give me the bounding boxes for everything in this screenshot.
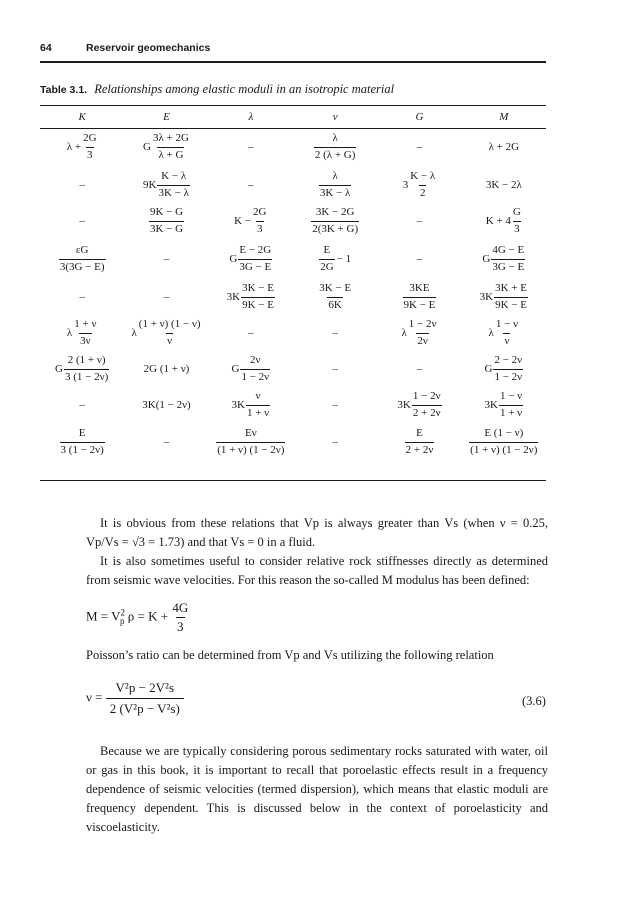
table-cell (293, 244, 377, 273)
fraction-numerator: λ (332, 170, 338, 183)
cell-prefix: G (484, 363, 493, 375)
cell-text: – (416, 363, 423, 375)
table-cell (462, 206, 546, 235)
cell-prefix: 3 (402, 179, 409, 191)
fraction-denominator: 9K − E (242, 298, 274, 311)
fraction-denominator: 9K − E (495, 298, 527, 311)
column-header: ν (332, 111, 338, 123)
cell-text: – (79, 179, 85, 191)
cell-fraction (499, 390, 523, 419)
cell-text: – (332, 436, 338, 448)
fraction-denominator: 9K − E (403, 298, 436, 311)
cell-fraction (405, 427, 435, 456)
cell-fraction (493, 354, 523, 383)
fraction-denominator: 3G − E (239, 260, 272, 273)
table-caption-text: Relationships among elastic moduli in an isotropic material (94, 82, 395, 96)
cell-text: – (248, 327, 254, 339)
cell-suffix: − 1 (336, 253, 352, 265)
paragraph-4-block (86, 742, 548, 837)
m-eq-sup: 2 (120, 607, 126, 618)
cell-fraction (157, 170, 189, 199)
fraction-numerator: ν (255, 390, 261, 403)
table-cell (124, 132, 208, 161)
fraction-denominator: (1 + ν) (1 − 2ν) (217, 443, 285, 456)
poisson-equation (86, 680, 184, 718)
m-eq-den: 3 (177, 619, 184, 635)
cell-fraction (409, 170, 436, 199)
table-cell (124, 363, 208, 375)
fraction-numerator: E − 2G (239, 244, 272, 257)
m-eq-mid: ρ = K + (127, 608, 169, 624)
paragraph-4-text: Because we are typically considering porous sedimentary rocks saturated with water, oil or gas in this book, it is important to recall that poroelastic effects result in a frequency dependence of seismic velocities (termed dispersion), which means that elastic moduli are frequency dependent. This is discussed below in the context of poroelasticity and viscoelasticity. (86, 744, 548, 834)
cell-fraction (216, 427, 285, 456)
running-title: Reservoir geomechanics (86, 42, 211, 54)
column-header: λ (248, 111, 254, 123)
cell-fraction (59, 244, 106, 273)
cell-fraction (82, 132, 97, 161)
fraction-numerator: 1 − 2ν (408, 318, 437, 331)
fraction-numerator: Eν (244, 427, 257, 440)
table-cell (209, 327, 293, 339)
fraction-numerator: 9K − G (149, 206, 184, 219)
cell-text: – (416, 215, 423, 227)
cell-fraction (314, 132, 357, 161)
cell-fraction (240, 354, 270, 383)
fraction-denominator: 3 (257, 222, 263, 235)
fraction-numerator: E (323, 244, 331, 257)
table-cell (462, 179, 546, 191)
cell-prefix: G (143, 141, 151, 153)
fraction-numerator: K − λ (161, 170, 187, 183)
table-cell (124, 170, 208, 199)
cell-fraction (64, 354, 109, 383)
cell-prefix: λ (131, 327, 137, 339)
paragraph-4 (86, 742, 548, 837)
table-cell (124, 318, 208, 347)
table-header-row (40, 107, 546, 127)
table-body (40, 127, 546, 461)
cell-fraction (318, 282, 352, 311)
fraction-denominator: 3G − E (492, 260, 525, 273)
table-cell (40, 354, 124, 383)
fraction-denominator: 1 − 2ν (494, 370, 523, 383)
table-cell (209, 427, 293, 456)
fraction-denominator: 1 + ν (499, 406, 523, 419)
cell-prefix: 9K (143, 179, 157, 191)
table-cell (124, 253, 208, 265)
cell-text: – (416, 141, 423, 153)
table-cell (293, 327, 377, 339)
cell-prefix: K − (234, 215, 252, 227)
cell-prefix: G (55, 363, 63, 375)
fraction-denominator: 2 (419, 186, 426, 199)
cell-prefix: G (229, 253, 238, 265)
table-cell (293, 363, 377, 375)
fraction-numerator: 1 + ν (74, 318, 97, 331)
table-cell (377, 282, 461, 311)
table-cell (462, 354, 546, 383)
table-cell (124, 291, 208, 303)
cell-fraction (138, 318, 202, 347)
fraction-denominator: 3 (514, 222, 520, 235)
header-rule (40, 61, 546, 63)
table-cell (124, 206, 208, 235)
cell-text: – (416, 253, 423, 265)
fraction-numerator: 4G − E (492, 244, 525, 257)
cell-prefix: 3K (479, 291, 494, 303)
table-cell (462, 141, 546, 153)
cell-prefix: 3K (484, 399, 498, 411)
table-cell (293, 206, 377, 235)
fraction-numerator: 2 (1 + ν) (67, 354, 106, 367)
nu-eq-den: 2 (V²p − V²s) (106, 698, 184, 717)
table-cell (40, 291, 124, 303)
table-caption (40, 82, 394, 97)
table-row (40, 203, 546, 239)
fraction-denominator: (1 + ν) (1 − 2ν) (470, 443, 538, 456)
fraction-denominator: 3 (1 − 2ν) (65, 370, 109, 383)
table-cell (377, 141, 461, 153)
fraction-denominator: 2 + 2ν (405, 443, 434, 456)
fraction-denominator: 3(3G − E) (59, 260, 105, 273)
page-number: 64 (40, 42, 52, 54)
cell-text: – (248, 179, 254, 191)
m-eq-fraction (171, 600, 189, 636)
cell-fraction (412, 390, 442, 419)
paragraph-3 (86, 648, 548, 663)
table-cell (209, 206, 293, 235)
nu-eq-fraction (106, 680, 184, 718)
table-cell (40, 179, 124, 191)
fraction-numerator: 1 − ν (495, 318, 519, 331)
cell-text: 3K(1 − 2ν) (142, 399, 191, 411)
fraction-numerator: 2 − 2ν (494, 354, 523, 367)
cell-fraction (60, 427, 105, 456)
cell-fraction (495, 318, 519, 347)
table-cell (209, 354, 293, 383)
table-cell (293, 436, 377, 448)
fraction-numerator: 2G (253, 206, 267, 219)
table-cell (462, 427, 546, 456)
cell-fraction (311, 206, 359, 235)
table-cell (462, 244, 546, 273)
cell-text: – (163, 291, 170, 303)
fraction-numerator: 3K + E (495, 282, 527, 295)
cell-prefix: λ (488, 327, 494, 339)
table-row (40, 239, 546, 279)
nu-eq-lhs: ν = (86, 689, 103, 705)
m-eq-lhs: M = V (86, 608, 121, 624)
table-cell (40, 427, 124, 456)
table-cell (377, 427, 461, 456)
table-cell (293, 132, 377, 161)
equation-number: (3.6) (522, 694, 546, 708)
table-cell (40, 399, 124, 411)
cell-fraction (512, 206, 522, 235)
paragraph-1-text: It is obvious from these relations that Vp is always greater than Vs (when ν = 0.25, Vp/Vs = √3 = 1.73) and that Vs = 0 in a fluid. (86, 516, 548, 549)
cell-fraction (238, 244, 272, 273)
fraction-denominator: 2 + 2ν (412, 406, 441, 419)
cell-fraction (403, 282, 437, 311)
table-cell (209, 244, 293, 273)
table-cell (462, 390, 546, 419)
table-cell (377, 390, 461, 419)
fraction-denominator: 3 (87, 148, 93, 161)
fraction-denominator: 3K − λ (319, 186, 351, 199)
fraction-denominator: 3K − λ (158, 186, 189, 199)
fraction-denominator: 2(3K + G) (312, 222, 359, 235)
cell-prefix: 3K (231, 399, 245, 411)
table-row (40, 423, 546, 461)
table-bottom-rule (40, 480, 546, 481)
cell-fraction (73, 318, 97, 347)
fraction-numerator: 3K − 2G (315, 206, 355, 219)
table-cell (377, 363, 461, 375)
cell-fraction (469, 427, 538, 456)
cell-fraction (491, 244, 525, 273)
paragraph-3-text: Poisson’s ratio can be determined from Vp and Vs utilizing the following relation (86, 648, 494, 662)
table-cell (462, 318, 546, 347)
table-cell (40, 244, 124, 273)
table-cell (124, 399, 208, 411)
fraction-numerator: (1 + ν) (1 − ν) (138, 318, 201, 331)
fraction-numerator: 3λ + 2G (152, 132, 189, 145)
table-cell (377, 318, 461, 347)
cell-prefix: K + 4 (485, 215, 511, 227)
paragraph-2 (86, 552, 548, 590)
table-row (40, 351, 546, 387)
cell-fraction (149, 206, 184, 235)
fraction-denominator: 1 + ν (246, 406, 270, 419)
table-row (40, 387, 546, 423)
cell-text: 3K − 2λ (485, 179, 522, 191)
cell-text: – (79, 291, 85, 303)
cell-prefix: λ (401, 327, 407, 339)
table-cell (293, 282, 377, 311)
table-row (40, 127, 546, 167)
cell-text: – (332, 399, 338, 411)
cell-text: – (163, 253, 170, 265)
cell-fraction (408, 318, 438, 347)
cell-prefix: λ + (66, 141, 82, 153)
cell-prefix: G (482, 253, 491, 265)
column-header: G (415, 111, 424, 123)
cell-prefix: 3K (397, 399, 411, 411)
table-cell (377, 215, 461, 227)
cell-fraction (319, 244, 334, 273)
cell-prefix: 3K (226, 291, 241, 303)
fraction-numerator: εG (75, 244, 89, 257)
cell-text: λ + 2G (488, 141, 520, 153)
fraction-denominator: 6K (328, 298, 342, 311)
fraction-numerator: E (1 − ν) (484, 427, 524, 440)
fraction-numerator: E (416, 427, 423, 440)
cell-text: – (332, 363, 338, 375)
table-cell (462, 282, 546, 311)
fraction-numerator: 2ν (250, 354, 261, 367)
cell-text: 2G (1 + ν) (143, 363, 190, 375)
fraction-denominator: 2ν (417, 334, 428, 347)
fraction-denominator: 3ν (80, 334, 91, 347)
cell-text: – (163, 436, 170, 448)
column-header: E (163, 111, 170, 123)
table-cell (293, 170, 377, 199)
m-eq-sub: p (120, 616, 125, 627)
cell-prefix: λ (66, 327, 73, 339)
fraction-denominator: 3 (1 − 2ν) (60, 443, 104, 456)
table-cell (377, 253, 461, 265)
cell-text: – (248, 141, 254, 153)
body-text (86, 514, 548, 590)
fraction-numerator: E (78, 427, 86, 440)
table-row (40, 167, 546, 203)
m-eq-num: 4G (172, 600, 189, 615)
fraction-numerator: 3K − E (242, 282, 274, 295)
fraction-denominator: ν (504, 334, 510, 347)
table-top-rule (40, 105, 546, 106)
table-cell (209, 282, 293, 311)
cell-fraction (252, 206, 267, 235)
fraction-denominator: 2G (320, 260, 334, 273)
column-header: M (499, 111, 509, 123)
paragraph-2-text: It is also sometimes useful to consider relative rock stiffnesses directly as determined from seismic wave velocities. For this reason the so-called M modulus has been defined: (86, 554, 548, 587)
fraction-numerator: 1 − ν (499, 390, 523, 403)
cell-fraction (319, 170, 351, 199)
cell-prefix: G (231, 363, 240, 375)
table-cell (209, 141, 293, 153)
fraction-numerator: K − λ (410, 170, 436, 183)
cell-text: – (332, 327, 338, 339)
table-row (40, 315, 546, 351)
cell-fraction (152, 132, 190, 161)
cell-fraction (241, 282, 275, 311)
elastic-moduli-table (40, 107, 546, 461)
m-modulus-equation (86, 600, 189, 636)
fraction-numerator: λ (332, 132, 338, 145)
fraction-numerator: 1 − 2ν (412, 390, 441, 403)
cell-fraction (246, 390, 270, 419)
table-cell (40, 318, 124, 347)
page-header (40, 42, 546, 64)
cell-text: – (79, 399, 85, 411)
fraction-denominator: 1 − 2ν (241, 370, 270, 383)
table-row (40, 279, 546, 315)
fraction-denominator: 2 (λ + G) (314, 148, 356, 161)
table-cell (40, 132, 124, 161)
table-cell (124, 436, 208, 448)
fraction-numerator: 3KE (409, 282, 430, 295)
cell-text: – (79, 215, 85, 227)
cell-fraction (494, 282, 528, 311)
table-cell (209, 179, 293, 191)
column-header: K (78, 111, 86, 123)
table-cell (377, 170, 461, 199)
paragraph-1 (86, 514, 548, 552)
table-cell (40, 215, 124, 227)
table-label: Table 3.1. (40, 84, 88, 96)
table-cell (209, 390, 293, 419)
fraction-denominator: 3K − G (149, 222, 184, 235)
fraction-numerator: 2G (83, 132, 97, 145)
fraction-numerator: 3K − E (319, 282, 352, 295)
fraction-denominator: λ + G (158, 148, 184, 161)
fraction-numerator: G (512, 206, 521, 219)
nu-eq-num: V²p − 2V²s (115, 680, 175, 695)
table-cell (293, 399, 377, 411)
fraction-denominator: ν (167, 334, 173, 347)
